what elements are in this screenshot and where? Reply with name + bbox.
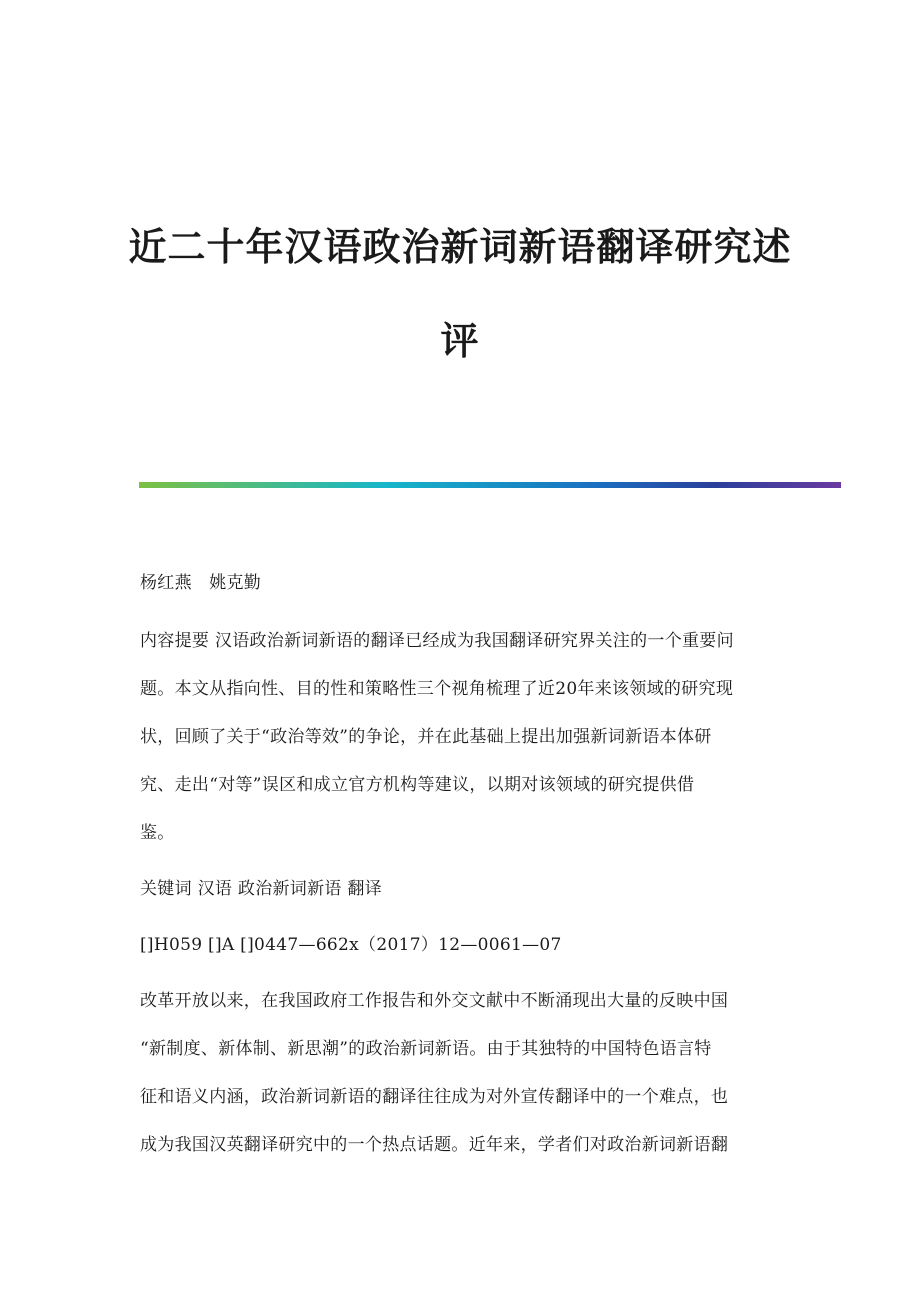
abstract-line: 状，回顾了关于“政治等效”的争论，并在此基础上提出加强新词新语本体研 [140,727,712,747]
body-line: 改革开放以来，在我国政府工作报告和外交文献中不断涌现出大量的反映中国 [140,991,729,1011]
document-title-line-1: 近二十年汉语政治新词新语翻译研究述 [128,225,792,269]
abstract-line: 究、走出“对等”误区和成立官方机构等建议，以期对该领域的研究提供借 [140,775,695,795]
document-title-line-2: 评 [440,319,480,363]
abstract-line: 鉴。 [140,823,175,843]
abstract-line: 题。本文从指向性、目的性和策略性三个视角梳理了近20年来该领域的研究现 [140,679,734,699]
classification-codes: []H059 []A []0447—662x（2017）12—0061—07 [140,935,562,955]
abstract-line: 内容提要 汉语政治新词新语的翻译已经成为我国翻译研究界关注的一个重要问 [140,631,734,651]
body-line: 成为我国汉英翻译研究中的一个热点话题。近年来，学者们对政治新词新语翻 [140,1135,729,1155]
authors: 杨红燕 姚克勤 [140,573,262,593]
body-line: 征和语义内涵，政治新词新语的翻译往往成为对外宣传翻译中的一个难点，也 [140,1087,729,1107]
gradient-divider [139,482,841,488]
body-line: “新制度、新体制、新思潮”的政治新词新语。由于其独特的中国特色语言特 [140,1039,712,1059]
keywords: 关键词 汉语 政治新词新语 翻译 [140,879,383,899]
